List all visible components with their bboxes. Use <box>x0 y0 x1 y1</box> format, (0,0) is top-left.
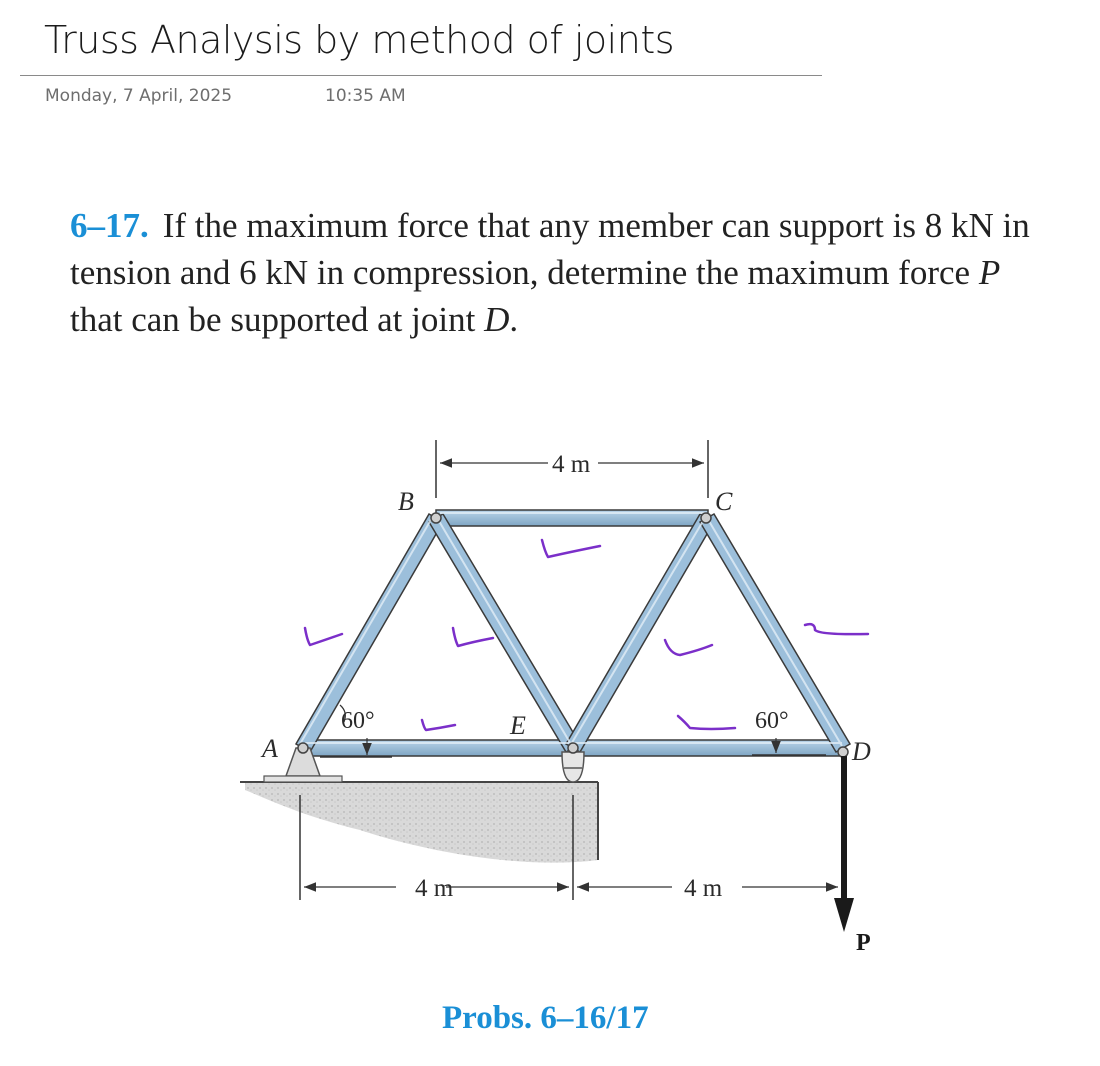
dimension-top <box>436 440 708 498</box>
roller-support-E <box>562 752 584 782</box>
svg-text:4 m: 4 m <box>415 875 454 902</box>
problem-text-2: that can be supported at joint <box>70 300 485 339</box>
svg-text:4 m: 4 m <box>552 451 591 478</box>
svg-text:4 m: 4 m <box>684 875 723 902</box>
problem-text-end: . <box>509 300 519 339</box>
page-time: 10:35 AM <box>325 86 406 106</box>
svg-text:60°: 60° <box>755 708 789 734</box>
page-title[interactable]: Truss Analysis by method of joints <box>44 18 675 62</box>
problem-statement <box>70 202 1060 343</box>
figure-caption: Probs. 6–16/17 <box>442 1000 649 1036</box>
load-arrow-P <box>834 756 871 956</box>
problem-number: 6–17. <box>70 206 149 245</box>
joint-label-C: C <box>715 487 733 516</box>
joint-symbol: D <box>484 300 510 339</box>
ground-support <box>240 782 598 863</box>
svg-text:60°: 60° <box>341 708 375 734</box>
force-symbol: P <box>978 253 1001 292</box>
joint-label-E: E <box>510 711 526 740</box>
problem-text-1: If the maximum force that any member can support is 8 kN in tension and 6 kN in compression, determine the maximum force <box>70 206 1030 292</box>
svg-text:P: P <box>856 930 871 956</box>
joint-label-A: A <box>262 734 278 763</box>
page-date: Monday, 7 April, 2025 <box>45 86 233 106</box>
joint-label-D: D <box>852 737 871 766</box>
joint-label-B: B <box>398 487 414 516</box>
truss-figure <box>0 420 1100 980</box>
title-divider <box>20 75 822 76</box>
